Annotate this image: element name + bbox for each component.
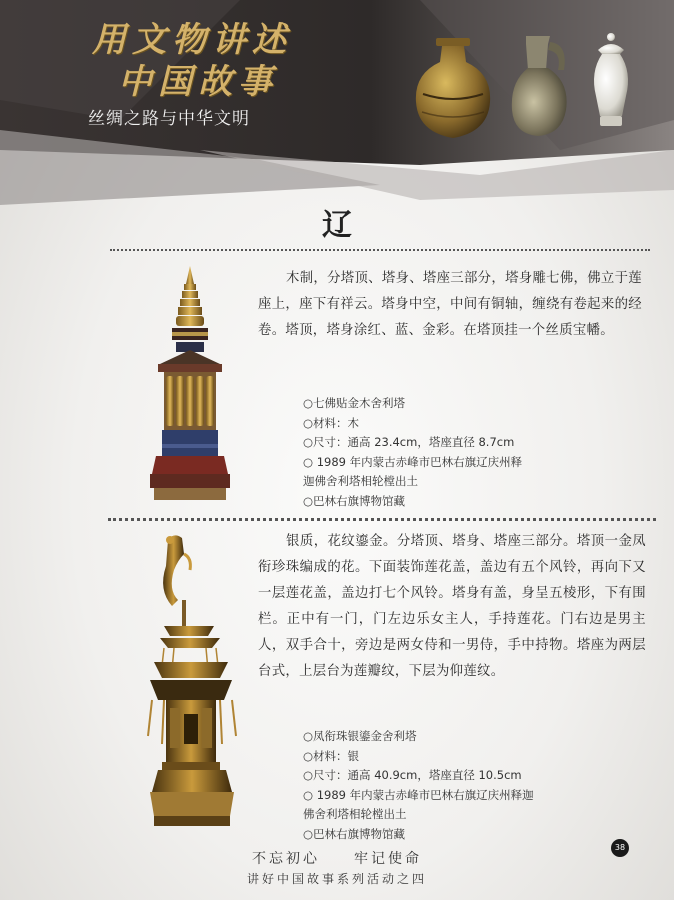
silver-gilt-pagoda-image bbox=[144, 530, 240, 828]
header-banner bbox=[0, 0, 674, 205]
item2-description: 银质，花纹鎏金。分塔顶、塔身、塔座三部分。塔顶一金凤衔珍珠编成的花。下面装饰莲花盖，盖边有五个风铃，再向下又一层莲花盖，盖边打七个风铃。塔身有盖，身呈五棱形，下有围栏。正中有一门，门左边乐女主人，手持莲花。门右边是男主人，双手合十，旁边是两女侍和一男侍，手中持物。塔座为两层台式，上层台为莲瓣纹，下层为仰莲纹。 bbox=[258, 534, 646, 679]
item2-material: ○材料：银 bbox=[303, 748, 360, 763]
banner-title-line2: 中国故事 bbox=[118, 62, 278, 102]
middle-dotted-divider bbox=[108, 518, 656, 521]
item1-material: ○材料：木 bbox=[303, 415, 360, 430]
bronze-jar-image bbox=[408, 34, 498, 142]
item2-info bbox=[303, 727, 534, 844]
footer-series-title: 讲好中国故事系列活动之四 bbox=[246, 872, 427, 886]
wooden-pagoda-image bbox=[150, 264, 230, 502]
item1-info bbox=[303, 394, 522, 511]
page-number-badge: 38 bbox=[611, 839, 629, 857]
item2-provenance-line2: 佛舍利塔相轮樘出土 bbox=[303, 807, 407, 821]
item1-provenance-line2: 迦佛舍利塔相轮樘出土 bbox=[303, 474, 418, 488]
item2-provenance-line1: ○ 1989 年内蒙古赤峰市巴林右旗辽庆州释迦 bbox=[303, 787, 534, 802]
dynasty-heading: 辽 bbox=[322, 208, 352, 243]
top-dotted-divider bbox=[110, 249, 650, 251]
item1-collection: ○巴林右旗博物馆藏 bbox=[303, 493, 406, 508]
banner-title-line1: 用文物讲述 bbox=[92, 20, 292, 60]
glass-ewer-image bbox=[508, 30, 574, 142]
item1-size: ○尺寸：通高 23.4cm，塔座直径 8.7cm bbox=[303, 435, 515, 449]
item2-size: ○尺寸：通高 40.9cm，塔座直径 10.5cm bbox=[303, 768, 522, 782]
item1-name: ○七佛贴金木舍利塔 bbox=[303, 396, 406, 410]
item1-description: 木制，分塔顶、塔身、塔座三部分，塔身雕七佛，佛立于莲座上，座下有祥云。塔身中空，中间有铜轴，缠绕有卷起来的经卷。塔顶，塔身涂红、蓝、金彩。在塔顶挂一个丝质宝幡。 bbox=[258, 271, 642, 338]
porcelain-vase-image bbox=[588, 32, 634, 132]
footer-slogan: 不忘初心 牢记使命 bbox=[252, 851, 422, 867]
banner-subtitle: 丝绸之路与中华文明 bbox=[88, 109, 250, 129]
item1-provenance-line1: ○ 1989 年内蒙古赤峰市巴林右旗辽庆州释 bbox=[303, 454, 523, 469]
item2-collection: ○巴林右旗博物馆藏 bbox=[303, 826, 406, 841]
item2-name: ○凤衔珠银鎏金舍利塔 bbox=[303, 729, 417, 743]
